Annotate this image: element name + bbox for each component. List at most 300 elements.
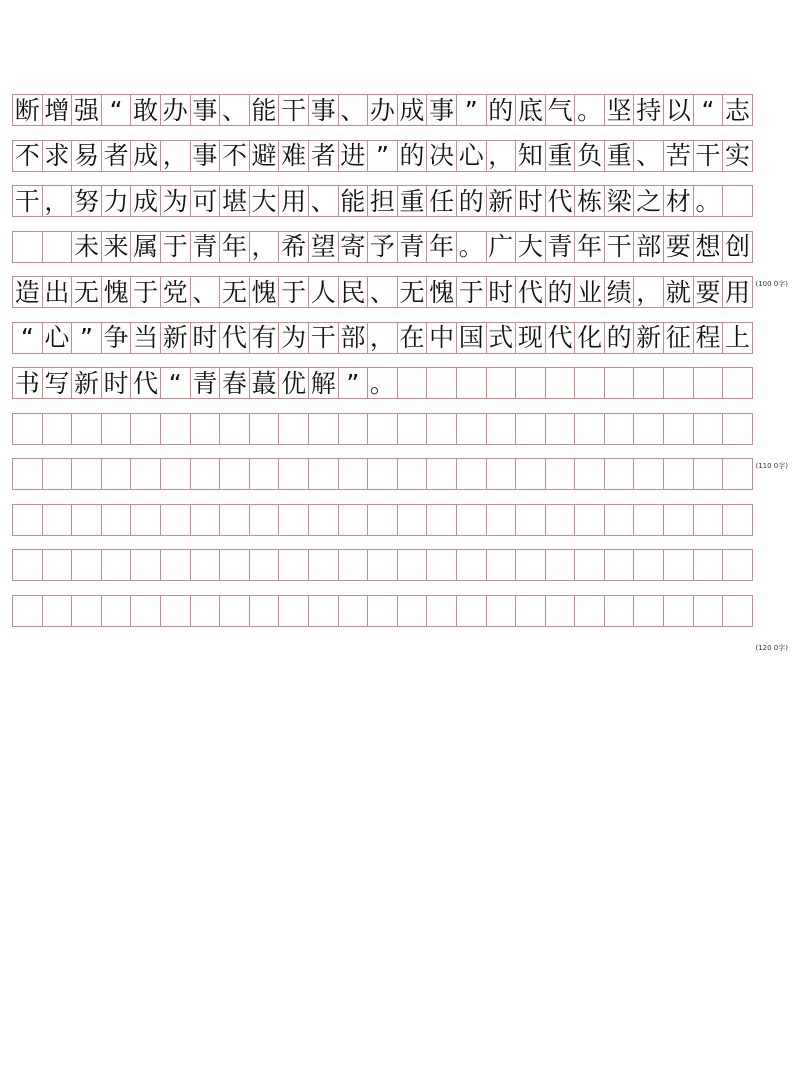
grid-cell xyxy=(456,458,487,490)
grid-cell: 材 xyxy=(663,185,694,217)
grid-cell xyxy=(545,504,576,536)
grid-cell: 的 xyxy=(486,94,517,126)
grid-cell xyxy=(633,413,664,445)
grid-cell: 干 xyxy=(693,140,724,172)
grid-cell xyxy=(633,504,664,536)
grid-cell xyxy=(633,458,664,490)
grid-cell xyxy=(663,367,694,399)
grid-row xyxy=(12,140,752,172)
grid-cell: 梁 xyxy=(604,185,635,217)
grid-cell: 青 xyxy=(545,231,576,263)
grid-cell xyxy=(722,413,753,445)
grid-cell: 想 xyxy=(693,231,724,263)
grid-row xyxy=(12,504,752,536)
grid-cell: “ xyxy=(693,94,724,126)
grid-cell: 新 xyxy=(71,367,102,399)
grid-cell xyxy=(42,458,73,490)
grid-cell xyxy=(426,595,457,627)
grid-cell xyxy=(130,595,161,627)
grid-cell xyxy=(397,413,428,445)
grid-cell: 为 xyxy=(278,322,309,354)
word-count-marker: (100 0字) xyxy=(755,279,788,288)
grid-cell: 成 xyxy=(130,140,161,172)
grid-cell: 重 xyxy=(545,140,576,172)
grid-cell xyxy=(604,367,635,399)
grid-row xyxy=(12,549,752,581)
word-count-marker: (110 0字) xyxy=(755,461,788,470)
grid-cell: 事 xyxy=(426,94,457,126)
grid-cell: 能 xyxy=(249,94,280,126)
grid-cell: 时 xyxy=(190,322,221,354)
grid-cell: 年 xyxy=(574,231,605,263)
grid-cell: 要 xyxy=(663,231,694,263)
grid-cell: 于 xyxy=(456,276,487,308)
grid-cell xyxy=(130,413,161,445)
grid-cell: 。 xyxy=(693,185,724,217)
grid-cell: 干 xyxy=(308,322,339,354)
grid-cell: 知 xyxy=(515,140,546,172)
grid-cell: 新 xyxy=(160,322,191,354)
grid-cell xyxy=(338,504,369,536)
grid-cell xyxy=(545,595,576,627)
grid-cell xyxy=(486,595,517,627)
grid-cell: 征 xyxy=(663,322,694,354)
grid-cell xyxy=(574,413,605,445)
grid-cell xyxy=(249,458,280,490)
grid-cell xyxy=(486,367,517,399)
grid-cell xyxy=(545,413,576,445)
grid-row xyxy=(12,276,752,308)
grid-cell xyxy=(397,549,428,581)
grid-cell: 属 xyxy=(130,231,161,263)
grid-cell xyxy=(663,549,694,581)
grid-cell xyxy=(456,367,487,399)
grid-cell: 在 xyxy=(397,322,428,354)
grid-cell: 民 xyxy=(338,276,369,308)
grid-cell: 心 xyxy=(456,140,487,172)
grid-cell: 寄 xyxy=(338,231,369,263)
grid-cell: 负 xyxy=(574,140,605,172)
grid-cell: ” xyxy=(456,94,487,126)
grid-cell: 心 xyxy=(42,322,73,354)
grid-cell xyxy=(130,504,161,536)
grid-cell: 未 xyxy=(71,231,102,263)
grid-cell xyxy=(219,549,250,581)
grid-cell: 干 xyxy=(604,231,635,263)
grid-cell xyxy=(101,595,132,627)
grid-cell: 程 xyxy=(693,322,724,354)
grid-cell xyxy=(278,458,309,490)
grid-cell: 、 xyxy=(308,185,339,217)
grid-cell: 绩 xyxy=(604,276,635,308)
grid-cell xyxy=(160,458,191,490)
grid-cell: 用 xyxy=(278,185,309,217)
grid-cell: “ xyxy=(101,94,132,126)
grid-cell: 气 xyxy=(545,94,576,126)
grid-cell: 避 xyxy=(249,140,280,172)
word-count-marker: (120 0字) xyxy=(755,643,788,652)
grid-cell xyxy=(693,413,724,445)
grid-cell: 代 xyxy=(219,322,250,354)
grid-cell: 广 xyxy=(486,231,517,263)
grid-cell xyxy=(397,458,428,490)
grid-cell xyxy=(633,367,664,399)
grid-cell: ， xyxy=(367,322,398,354)
grid-cell xyxy=(71,458,102,490)
grid-cell: 于 xyxy=(160,231,191,263)
grid-cell: 事 xyxy=(190,94,221,126)
grid-cell xyxy=(160,595,191,627)
grid-cell: 强 xyxy=(71,94,102,126)
grid-cell: 代 xyxy=(545,322,576,354)
grid-cell: 解 xyxy=(308,367,339,399)
grid-cell xyxy=(278,504,309,536)
grid-cell: ” xyxy=(71,322,102,354)
grid-cell: 党 xyxy=(160,276,191,308)
grid-cell: 时 xyxy=(486,276,517,308)
grid-cell xyxy=(426,458,457,490)
grid-cell xyxy=(160,549,191,581)
grid-cell xyxy=(604,458,635,490)
grid-cell xyxy=(663,595,694,627)
grid-cell xyxy=(693,367,724,399)
grid-cell: 求 xyxy=(42,140,73,172)
grid-cell: 事 xyxy=(190,140,221,172)
grid-row xyxy=(12,458,752,490)
grid-cell: 担 xyxy=(367,185,398,217)
grid-cell: 成 xyxy=(397,94,428,126)
grid-cell xyxy=(160,413,191,445)
grid-cell: 者 xyxy=(101,140,132,172)
grid-cell: 志 xyxy=(722,94,753,126)
grid-cell: 任 xyxy=(426,185,457,217)
grid-cell: 实 xyxy=(722,140,753,172)
grid-cell: 可 xyxy=(190,185,221,217)
grid-cell: 能 xyxy=(338,185,369,217)
grid-cell xyxy=(663,413,694,445)
grid-cell: 青 xyxy=(397,231,428,263)
grid-cell xyxy=(367,595,398,627)
grid-cell xyxy=(574,504,605,536)
grid-cell: 就 xyxy=(663,276,694,308)
grid-cell: 坚 xyxy=(604,94,635,126)
grid-cell xyxy=(545,367,576,399)
grid-cell xyxy=(219,458,250,490)
grid-cell: 的 xyxy=(545,276,576,308)
grid-cell: 化 xyxy=(574,322,605,354)
grid-cell xyxy=(101,458,132,490)
grid-cell xyxy=(486,504,517,536)
grid-cell: 创 xyxy=(722,231,753,263)
grid-cell xyxy=(190,595,221,627)
grid-cell: 人 xyxy=(308,276,339,308)
grid-cell xyxy=(12,231,43,263)
grid-cell: 力 xyxy=(101,185,132,217)
grid-cell: 、 xyxy=(338,94,369,126)
grid-cell xyxy=(367,458,398,490)
grid-cell: 造 xyxy=(12,276,43,308)
grid-cell xyxy=(515,367,546,399)
grid-cell: 事 xyxy=(308,94,339,126)
grid-cell xyxy=(338,413,369,445)
grid-cell xyxy=(515,413,546,445)
grid-cell: 不 xyxy=(12,140,43,172)
grid-cell xyxy=(426,413,457,445)
grid-cell xyxy=(574,595,605,627)
grid-cell: 、 xyxy=(190,276,221,308)
grid-cell: 以 xyxy=(663,94,694,126)
grid-cell: 。 xyxy=(367,367,398,399)
grid-cell xyxy=(515,549,546,581)
grid-cell xyxy=(12,595,43,627)
grid-cell: 增 xyxy=(42,94,73,126)
grid-cell: 时 xyxy=(101,367,132,399)
grid-cell: 重 xyxy=(397,185,428,217)
grid-cell: 办 xyxy=(367,94,398,126)
grid-cell: 中 xyxy=(426,322,457,354)
grid-cell xyxy=(338,549,369,581)
grid-cell xyxy=(722,504,753,536)
grid-cell: 、 xyxy=(219,94,250,126)
grid-cell: 敢 xyxy=(130,94,161,126)
grid-cell: 希 xyxy=(278,231,309,263)
grid-cell: 当 xyxy=(130,322,161,354)
grid-cell: 、 xyxy=(367,276,398,308)
grid-row xyxy=(12,231,752,263)
grid-cell xyxy=(397,367,428,399)
grid-cell: 年 xyxy=(426,231,457,263)
grid-cell: 予 xyxy=(367,231,398,263)
grid-cell: 底 xyxy=(515,94,546,126)
grid-cell: 无 xyxy=(219,276,250,308)
grid-cell xyxy=(426,504,457,536)
grid-cell: 为 xyxy=(160,185,191,217)
grid-cell xyxy=(190,458,221,490)
grid-cell: 蕞 xyxy=(249,367,280,399)
grid-cell: 新 xyxy=(486,185,517,217)
grid-cell: 干 xyxy=(278,94,309,126)
grid-cell xyxy=(219,504,250,536)
grid-cell: 难 xyxy=(278,140,309,172)
grid-cell xyxy=(278,595,309,627)
grid-cell xyxy=(426,367,457,399)
grid-cell: 堪 xyxy=(219,185,250,217)
grid-cell xyxy=(308,504,339,536)
grid-cell xyxy=(308,413,339,445)
grid-cell xyxy=(12,504,43,536)
grid-cell xyxy=(130,458,161,490)
grid-cell: ， xyxy=(160,140,191,172)
grid-cell xyxy=(486,549,517,581)
grid-cell: 、 xyxy=(633,140,664,172)
grid-cell: 大 xyxy=(515,231,546,263)
grid-cell xyxy=(190,413,221,445)
grid-cell xyxy=(663,504,694,536)
grid-cell: 愧 xyxy=(101,276,132,308)
grid-cell: 青 xyxy=(190,231,221,263)
grid-cell: 部 xyxy=(338,322,369,354)
grid-cell xyxy=(456,504,487,536)
grid-cell: 优 xyxy=(278,367,309,399)
grid-cell xyxy=(693,458,724,490)
grid-cell xyxy=(101,549,132,581)
grid-cell: 写 xyxy=(42,367,73,399)
grid-cell: 春 xyxy=(219,367,250,399)
grid-cell xyxy=(515,458,546,490)
grid-cell xyxy=(663,458,694,490)
grid-cell: 来 xyxy=(101,231,132,263)
grid-cell: 新 xyxy=(633,322,664,354)
grid-cell xyxy=(101,504,132,536)
grid-cell: 上 xyxy=(722,322,753,354)
grid-cell xyxy=(278,413,309,445)
grid-cell xyxy=(219,413,250,445)
grid-cell xyxy=(338,458,369,490)
grid-cell xyxy=(367,413,398,445)
grid-cell: 无 xyxy=(71,276,102,308)
grid-cell xyxy=(249,413,280,445)
grid-cell xyxy=(308,549,339,581)
grid-cell: 努 xyxy=(71,185,102,217)
grid-cell xyxy=(604,504,635,536)
grid-cell xyxy=(42,231,73,263)
grid-cell: 愧 xyxy=(249,276,280,308)
grid-cell: 持 xyxy=(633,94,664,126)
grid-cell: 者 xyxy=(308,140,339,172)
grid-cell: 之 xyxy=(633,185,664,217)
grid-cell: 断 xyxy=(12,94,43,126)
grid-cell xyxy=(12,458,43,490)
grid-cell: 书 xyxy=(12,367,43,399)
grid-cell xyxy=(71,595,102,627)
grid-cell xyxy=(456,549,487,581)
grid-row xyxy=(12,595,752,627)
grid-cell xyxy=(338,595,369,627)
grid-cell xyxy=(604,549,635,581)
grid-cell xyxy=(160,504,191,536)
grid-cell: 的 xyxy=(456,185,487,217)
grid-cell: 有 xyxy=(249,322,280,354)
grid-cell: ” xyxy=(367,140,398,172)
grid-cell xyxy=(722,549,753,581)
grid-cell xyxy=(574,549,605,581)
grid-cell: 部 xyxy=(633,231,664,263)
grid-cell xyxy=(456,413,487,445)
grid-cell: “ xyxy=(12,322,43,354)
grid-cell xyxy=(71,504,102,536)
grid-cell: 于 xyxy=(278,276,309,308)
grid-row xyxy=(12,367,752,399)
grid-cell xyxy=(42,504,73,536)
grid-cell xyxy=(71,413,102,445)
grid-cell: 争 xyxy=(101,322,132,354)
grid-cell xyxy=(190,549,221,581)
grid-cell xyxy=(574,458,605,490)
grid-cell xyxy=(42,413,73,445)
grid-cell xyxy=(574,367,605,399)
grid-cell: 用 xyxy=(722,276,753,308)
grid-cell: ， xyxy=(42,185,73,217)
grid-cell xyxy=(367,549,398,581)
grid-cell: ， xyxy=(249,231,280,263)
grid-cell xyxy=(545,549,576,581)
grid-cell xyxy=(308,458,339,490)
grid-cell: 干 xyxy=(12,185,43,217)
grid-cell xyxy=(486,413,517,445)
grid-cell: ， xyxy=(633,276,664,308)
grid-cell: 现 xyxy=(515,322,546,354)
grid-cell: 。 xyxy=(574,94,605,126)
grid-cell xyxy=(693,595,724,627)
grid-cell: 代 xyxy=(545,185,576,217)
grid-cell xyxy=(42,549,73,581)
grid-cell xyxy=(367,504,398,536)
grid-cell: 于 xyxy=(130,276,161,308)
grid-cell xyxy=(426,549,457,581)
grid-cell xyxy=(219,595,250,627)
grid-cell: “ xyxy=(160,367,191,399)
grid-cell: 国 xyxy=(456,322,487,354)
grid-cell xyxy=(604,595,635,627)
grid-cell: 成 xyxy=(130,185,161,217)
grid-cell xyxy=(308,595,339,627)
grid-cell xyxy=(693,504,724,536)
grid-cell xyxy=(397,504,428,536)
grid-cell: 大 xyxy=(249,185,280,217)
grid-cell: 的 xyxy=(397,140,428,172)
grid-cell: 出 xyxy=(42,276,73,308)
grid-cell: 的 xyxy=(604,322,635,354)
grid-cell: 不 xyxy=(219,140,250,172)
grid-cell xyxy=(71,549,102,581)
grid-cell xyxy=(722,595,753,627)
grid-cell xyxy=(249,595,280,627)
grid-cell: 。 xyxy=(456,231,487,263)
grid-cell xyxy=(278,549,309,581)
grid-cell xyxy=(486,458,517,490)
grid-cell: 代 xyxy=(515,276,546,308)
grid-cell xyxy=(249,549,280,581)
grid-cell: 望 xyxy=(308,231,339,263)
grid-cell: 无 xyxy=(397,276,428,308)
grid-row xyxy=(12,413,752,445)
grid-cell: 业 xyxy=(574,276,605,308)
grid-cell xyxy=(130,549,161,581)
grid-cell: 办 xyxy=(160,94,191,126)
grid-cell: 重 xyxy=(604,140,635,172)
grid-cell xyxy=(545,458,576,490)
grid-cell xyxy=(515,595,546,627)
grid-cell xyxy=(633,549,664,581)
grid-cell: 愧 xyxy=(426,276,457,308)
grid-cell: 进 xyxy=(338,140,369,172)
grid-row xyxy=(12,322,752,354)
grid-cell xyxy=(515,504,546,536)
grid-cell: 式 xyxy=(486,322,517,354)
grid-cell: 苦 xyxy=(663,140,694,172)
grid-cell xyxy=(693,549,724,581)
writing-grid-sheet xyxy=(12,0,788,652)
grid-cell xyxy=(190,504,221,536)
grid-cell xyxy=(722,458,753,490)
grid-cell xyxy=(722,367,753,399)
grid-row xyxy=(12,94,752,126)
grid-cell: 决 xyxy=(426,140,457,172)
grid-cell xyxy=(456,595,487,627)
grid-cell: 年 xyxy=(219,231,250,263)
grid-cell xyxy=(397,595,428,627)
grid-cell xyxy=(101,413,132,445)
